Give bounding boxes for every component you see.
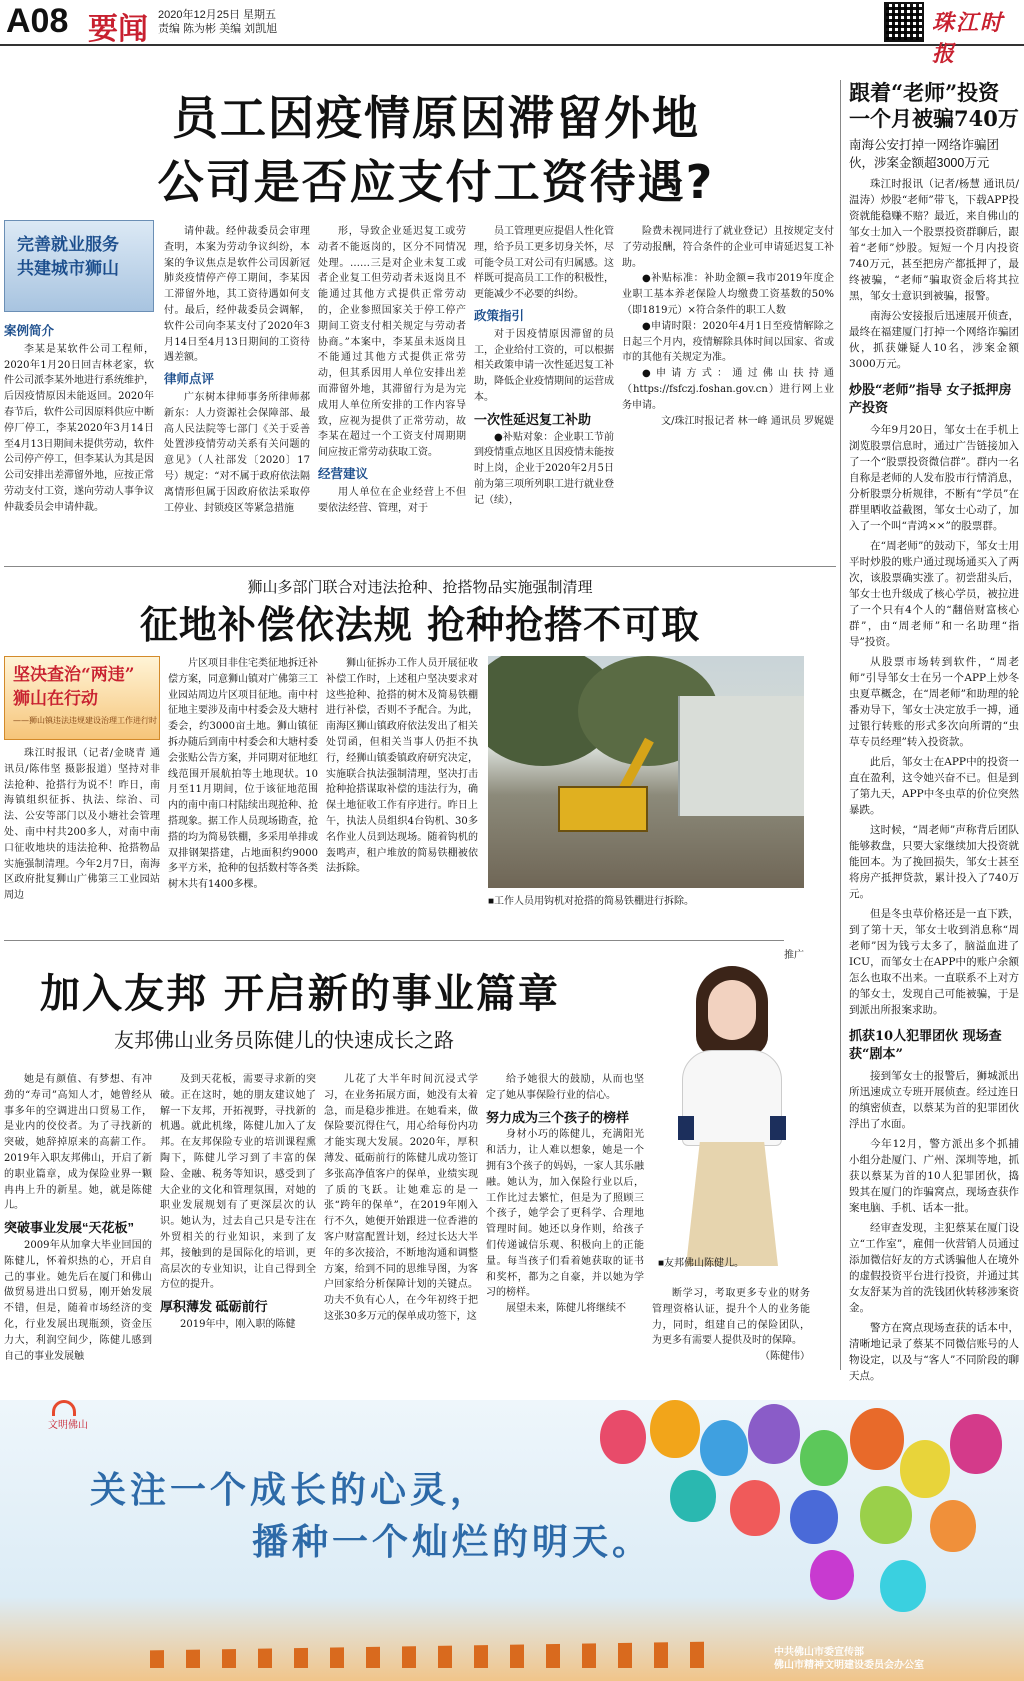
story2-column-logo-text [13, 663, 135, 711]
building-shape [678, 696, 804, 816]
balloon-shape [860, 1486, 912, 1544]
story1-col1 [4, 318, 154, 516]
right-paragraph: 南海公安接报后迅速展开侦查，最终在福建厦门打掉一个网络诈骗团伙，抓获嫌疑人10名，涉案金额3000万元。 [849, 310, 1019, 370]
story3-col5-text: 断学习，考取更多专业的财务管理资格认证，提升个人的业务能力，同时，组建自己的保险团队，为更多有需要人提供及时的保障。 [652, 1288, 810, 1347]
story1-col4 [474, 224, 614, 509]
divider-story1 [4, 566, 836, 567]
story3-headline: 加入友邦 开启新的事业篇章 [40, 971, 560, 1017]
running-children-silhouette [150, 1624, 710, 1668]
banner-sponsor-line1: 中共佛山市委宣传部 [774, 1647, 864, 1658]
story1-col2 [164, 224, 310, 516]
story3-col4-heading: 努力成为三个孩子的榜样 [486, 1109, 630, 1125]
ad-tag: 推广 [784, 950, 804, 961]
banner-slogan-line2: 播种一个灿烂的明天。 [252, 1521, 653, 1563]
story1-col4-text: 员工管理更应提倡人性化管理，给予员工更多切身关怀，尽可能令员工对公司有归属感。这样既可提高员工工作的积极性，更能减少不必要的纠纷。 [474, 226, 614, 301]
policy-heading: 政策指引 [474, 308, 525, 323]
subsidy-heading: 一次性延迟复工补助 [474, 411, 592, 427]
excavator-shape [558, 786, 648, 832]
story2-column-logo [4, 656, 160, 740]
story1-col5-text4: ●申请方式：通过佛山扶持通（https://fsfczj.foshan.gov.cn）进行网上业务申请。 [622, 368, 834, 411]
demolition-photo [488, 656, 804, 888]
balloon-shape [810, 1550, 854, 1600]
right-paragraph: 在“周老师”的鼓动下，邹女士用平时炒股的账户通过现场通买入了两次，该股票确实涨了。初尝甜头后，邹女士也升级成了核心学员，被拉进了一个只有4个人的“翻倍财富核心群”，由“周老师”和一名助理“指导”投资。 [849, 540, 1019, 648]
right-paragraph: 此后，邹女士在APP中的投资一直在盈利，这令她兴奋不已。但是到了第九天，APP中冬虫草的价位突然暴跌。 [849, 756, 1019, 816]
page-number: A08 [6, 2, 69, 40]
right-headline [849, 80, 1019, 132]
editors-line: 责编 陈为彬 美编 刘凯旭 [158, 23, 278, 35]
story3-col4-text3: 展望未来，陈健儿将继续不 [506, 1303, 626, 1315]
story3-col3 [324, 1072, 478, 1325]
balloon-shape [700, 1420, 748, 1476]
subsidy-text: ●补贴对象：企业职工节前到疫情重点地区且因疫情未能按时上岗，企业于2020年2月5日前为第三项所列职工进行就业登记（续）， [474, 431, 614, 506]
story1-headline-line2: 公司是否应支付工资待遇? [157, 155, 715, 209]
story1-col5-text1: 险费未视同进行了就业登记）且按规定支付了劳动报酬，符合条件的企业可申请延迟复工补助。 [622, 226, 834, 269]
lawyer-text: 广东树本律师事务所律师郝新东：人力资源社会保障部、最高人民法院等七部门《关于妥善处置涉疫情劳动关系有关问题的意见》（人社部发〔2020〕17号）规定：“对不属于政府依法隔离情形但属于因政府依法采取停工停业、封锁疫区等紧急措施 [164, 391, 310, 514]
story2-column-logo-line2: 狮山在行动 [13, 689, 98, 709]
banner-slogan-line1: 关注一个成长的心灵， [90, 1469, 491, 1511]
date-block [158, 8, 277, 36]
story1-column-logo [4, 220, 154, 312]
story3-byline: （陈健伟） [760, 1351, 810, 1363]
balloon-shape [650, 1400, 700, 1458]
balloon-shape [748, 1404, 800, 1464]
story3-col3-text: 儿花了大半年时间沉浸式学习，在业务拓展方面，她没有太着急，而是稳步推进。在她看来，做保险要沉得住气，用心给每份内功才能实现大发展。2020年，厚积薄发、砥砺前行的陈健儿成功签订多张高净值客户的保单，业绩实现了质的飞跃。让她难忘的是一张“跨年的保单”，在2019年刚入行不久，她便开始跟进一位香港的客户财富配置计划，经过长达大半年的多次接洽，不断地沟通和调整方案，给到不同的思维导图，为客户回家给分析保障计划的关键点。功夫不负有心人，在今年初终于把这张30多万元的保单成功签下，这 [324, 1074, 478, 1322]
story3-col2 [160, 1072, 316, 1333]
story2-column-logo-line1: 坚决查治“两违” [13, 665, 135, 685]
story2-col1-text: 珠江时报讯（记者/金晓青 通讯员/陈伟坚 摄影报道）坚持对非法抢种、抢搭行为说不！昨日，南海镇组织征拆、执法、综治、司法、公安等部门以及小塘社会管理处、南中村共200多人，对南中南口征收地块的违法抢种、抢搭物品实施强制清理。今年2月7日，南海区政府批复狮山广佛第三工业园站周边 [4, 748, 160, 902]
public-service-banner [0, 1400, 1024, 1681]
story3-col1-text2: 2009年从加拿大毕业回国的陈健儿，怀着炽热的心，开启自己的事业。她先后在厦门和佛山做贸易进出口贸易，刚开始发展不错，但是，随着市场经济的变化，行业发展出现瓶颈，资金压力大，利润空间少，陈健儿感到自己的事业发展触 [4, 1239, 152, 1362]
story2-col2 [168, 656, 318, 893]
story3-subtitle: 友邦佛山业务员陈健儿的快速成长之路 [114, 1030, 454, 1052]
right-paragraph: 经审查发现，主犯蔡某在厦门设立“工作室”，雇佣一伙营销人员通过添加微信好友的方式诱骗他人在境外的虚假投资平台进行投资，并通过其女友舒某为首的洗钱团伙转移涉案资金。 [849, 1222, 1019, 1314]
divider-story2 [4, 940, 784, 941]
case-heading: 案例简介 [4, 324, 55, 338]
story3-col4-text2: 身材小巧的陈健儿，充满阳光和活力，让人难以想象，她是一个拥有3个孩子的妈妈，一家人其乐融融。她认为，加入保险行业以后，工作比过去繁忙，但是为了照顾三个孩子，她学会了更科学、合理地管理时间。她还以身作则，给孩子们传递诚信乐观、积极向上的正能量。每当孩子们看着她获取的证书和奖杯，都为之自豪，并以她为学习的榜样。 [486, 1129, 644, 1299]
story3-col1-text: 她是有颜值、有梦想、有冲劲的“寿司”高知人才，她曾经从事多年的空调进出口贸易工作，是业内的佼佼者。为了寻找新的突破，她辞掉原来的高薪工作。2019年入职友邦佛山，开启了新的职业篇章，成为保险业界一颗冉冉上升的新星。她，就是陈健儿。 [4, 1074, 152, 1212]
right-paragraph: 珠江时报讯（记者/杨慧 通讯员/温涛）炒股“老师”带飞，下载APP投资就能稳赚不赔？最近，来自佛山的邹女士加入一个股票投资群聊后，跟着“老师”炒股。短短一个月内投资740万元，甚至把房产都抵押了，最终被骗，“老师”骗取资金后将其拉黑，邹女士意识到被骗，报警。 [849, 178, 1019, 302]
story3-col1 [4, 1072, 152, 1364]
story1-col5-text2: ●补贴标准：补助金额=我市2019年度企业职工基本养老保险人均缴费工资基数的50%（即1819元）×符合条件的职工人数 [622, 273, 834, 316]
column-divider [840, 80, 841, 1370]
balloon-shape [800, 1430, 848, 1486]
story3-col5 [652, 1286, 810, 1365]
story3-col4-text: 给予她很大的鼓励，从而也坚定了她从事保险行业的信心。 [486, 1074, 644, 1101]
right-paragraph: 今年12月，警方派出多个抓捕小组分赴厦门、广州、深圳等地，抓获以蔡某为首的10人犯罪团伙，捣毁其在厦门的诈骗窝点，现场查获作案电脑、手机、话本一批。 [849, 1138, 1019, 1214]
banner-logo-text: 文明佛山 [48, 1420, 88, 1431]
story1-column-logo-line2: 共建城市狮山 [17, 259, 119, 279]
right-subhead: 南海公安打掉一网络诈骗团伙，涉案金额超3000万元 [849, 138, 1000, 170]
newspaper-logo: 珠江时报 [932, 10, 1005, 67]
story1-headline-line1: 员工因疫情原因滞留外地 [172, 91, 700, 145]
story1-column-logo-text [17, 233, 119, 281]
story1-col2-text: 请仲裁。经仲裁委员会审理查明，本案为劳动争议纠纷，本案的争议焦点是软件公司因新冠肺炎疫情停产停工期间，李某因工滞留外地，其工资待遇如何支付。最后，经仲裁委员会调解，软件公司向李某支付了2020年3月14日至4月13日期间的工资待遇差额。 [164, 226, 310, 364]
qr-code-icon [884, 2, 924, 42]
story3-col2-text: 及到天花板，需要寻求新的突破。正在这时，她的朋友建议她了解一下友邦，开拓视野，寻找新的机遇。就此机缘，陈健儿加入了友邦。在友邦保险专业的培训课程熏陶下，陈健儿学习到了丰富的保险、金融、税务等知识，感受到了大企业的文化和管理氛围，对她的职业发展规划有了更深层次的认识。她认为，过去自己只是专注在外贸相关的行业知识，来到了友邦，接触到的是国际化的培训，更高层次的专业知识，让自己得到全方位的提升。 [160, 1074, 316, 1291]
balloon-shape [790, 1490, 838, 1544]
banner-sponsor [774, 1646, 924, 1672]
story2-col3 [326, 656, 478, 877]
balloon-shape [670, 1470, 716, 1522]
portrait-skirt-shape [686, 1142, 778, 1266]
story2-column-logo-caption: ——狮山镇违法违规建设治理工作进行时 [13, 716, 157, 725]
lawyer-heading: 律师点评 [164, 372, 215, 387]
story2-col2-text: 片区项目非住宅类征地拆迁补偿方案，同意狮山镇对广佛第三工业园站周边片区项目征地。南中村征地主要涉及南中村委会及大塘村委会，约3000亩土地。狮山镇征拆办随后到南中村委会和大塘村委会张贴公告方案，并同期对征地红线范围开展航拍等土地现状。10月至11月期间，位于该征地范围内的南中南口村陆续出现抢种、抢搭现象。据工作人员现场勘查，抢搭的均为简易铁棚，多采用单排或双排钢架搭建，占地面积约9000多平方米，抢种的包括数村等各类树木共有1400多棵。 [168, 658, 318, 891]
policy-text: 对于因疫情原因滞留的员工，企业给付工资的，可以根据相关政策申请一次性延迟复工补助，降低企业疫情期间的运营成本。 [474, 328, 614, 403]
right-paragraph: 今年9月20日，邹女士在手机上浏览股票信息时，通过广告链接加入了一个“股票投资微信群”。群内一名自称是老师的人发布股市行情消息，分析股票分析规律，不断有“学员”在群里晒收益截图，邹女士心动了，加入了一个叫“青鸿××”的股票群。 [849, 424, 1019, 532]
balloon-shape [730, 1480, 780, 1536]
advice-heading: 经营建议 [318, 466, 369, 481]
advice-text: 用人单位在企业经营上不但要依法经营、管理，对于 [318, 486, 466, 514]
right-paragraph: 从股票市场转到软件，“周老师”引导邹女士在另一个APP上炒冬虫夏草概念，在“周老师”和助理的轮番劝导下，邹女士决定放手一搏，通过银行转账的形式多次向所谓的“虫草专员经理”转入投资款。 [849, 656, 1019, 748]
story3-col4 [486, 1072, 644, 1317]
portrait-face-shape [708, 980, 756, 1040]
portrait-cuff-shape [678, 1116, 694, 1140]
rainbow-logo-icon [52, 1400, 76, 1416]
story2-photo-caption: ■工作人员用钩机对抢搭的简易铁棚进行拆除。 [488, 896, 695, 907]
story3-col2-heading: 厚积薄发 砥砺前行 [160, 1299, 268, 1315]
right-headline-line1: 跟着“老师”投资 [849, 80, 1000, 105]
story3-col2-text2: 2019年中，刚入职的陈健 [180, 1318, 296, 1330]
right-paragraph: 这时候，“周老师”声称背后团队能够救盘，只要大家继续加大投资就能回本。为了挽回损失，邹女士甚至将房产抵押贷款，累计投入了740万元。 [849, 824, 1019, 900]
story1-col5 [622, 224, 834, 429]
right-paragraph: 警方在窝点现场查获的话本中，清晰地记录了蔡某不同微信账号的人物设定，以及与“客人”不同阶段的聊天点。 [849, 1322, 1019, 1382]
banner-sponsor-line2: 佛山市精神文明建设委员会办公室 [774, 1660, 924, 1671]
story3-col1-heading: 突破事业发展“天花板” [4, 1220, 135, 1236]
section-title: 要闻 [88, 12, 148, 47]
story1-byline: 文/珠江时报记者 林一峰 通讯员 罗娓媞 [661, 415, 834, 427]
story2-col3-text: 狮山征拆办工作人员开展征收补偿工作时，上述租户坚决要求对这些抢种、抢搭的树木及简易铁棚进行补偿，否则不予配合。为此，南海区狮山镇政府依法发出了相关处罚函，但相关当事人仍拒不执行，经狮山镇委镇政府研究决定，实施联合执法强制清理，坚决打击抢种抢搭谋取补偿的违法行为，确保土地征收工作有序进行。昨日上午，执法人员组织4台钩机、30多名作业人员到达现场。随着钩机的轰鸣声，租户堆放的简易铁棚被依法拆除。 [326, 658, 478, 875]
balloon-shape [900, 1440, 950, 1498]
story1-col3 [318, 224, 466, 516]
right-headline-line2: 一个月被骗740万 [849, 106, 1019, 131]
story1-column-logo-line1: 完善就业服务 [17, 235, 119, 255]
right-paragraph: 但是冬虫草价格还是一直下跌，到了第十天，邹女士收到消息称“周老师”因为钱亏太多了，脑溢血进了ICU，而邹女士在APP中的账户余额怎么也取不出来。一直联系不上对方的邹女士，发现自己可能被骗，于是到派出所报案求助。 [849, 908, 1019, 1016]
story2-subtitle: 狮山多部门联合对违法抢种、抢搭物品实施强制清理 [247, 579, 593, 596]
right-subheading: 炒股“老师”指导 女子抵押房产投资 [849, 383, 1012, 416]
right-column-story [849, 80, 1019, 1382]
right-subheading: 抓获10人犯罪团伙 现场查获“剧本” [849, 1029, 1002, 1062]
case-text: 李某是某软件公司工程师，2020年1月20日回吉林老家，软件公司派李某外地进行系统维护，后因疫情原因未能返回。2020年春节后，软件公司因原料供应中断停厂停工，李某2020年3月14日至4月13日期间未提供劳动，软件公司停产停工，但李某认为其是因公司安排出差滞留外地，应按正常劳动支付工资，遂向劳动人事争议仲裁委员会申请仲裁。 [4, 343, 154, 513]
portrait-cuff-shape [770, 1116, 786, 1140]
balloon-shape [930, 1500, 976, 1552]
right-paragraph: 接到邹女士的报警后，狮城派出所迅速成立专班开展侦查。经过连日的缜密侦查，以蔡某为首的犯罪团伙浮出了水面。 [849, 1070, 1019, 1130]
balloon-shape [880, 1560, 926, 1612]
balloon-shape [950, 1414, 1002, 1474]
portrait-shirt-shape [682, 1050, 782, 1146]
story2-col1 [4, 746, 160, 904]
agent-portrait-photo [656, 966, 806, 1266]
balloon-shape [600, 1410, 646, 1464]
issue-date: 2020年12月25日 星期五 [158, 9, 276, 21]
story2-headline: 征地补偿依法规 抢种抢搭不可取 [139, 603, 701, 647]
story3-photo-caption: ■友邦佛山陈健儿。 [658, 1258, 745, 1269]
masthead [0, 0, 1024, 67]
story1-col5-text3: ●申请时限：2020年4月1日至疫情解除之日起三个月内，疫情解除具体时间以国家、省或市的其他有关规定为准。 [622, 320, 834, 364]
story1-headline [66, 86, 806, 214]
story1-col3-text: 形，导致企业延迟复工或劳动者不能返岗的，区分不同情况处理。……三是对企业未复工或者企业复工但劳动者未返岗且不能通过其他方式提供正常劳动的，企业参照国家关于停工停产期间工资支付相关规定与劳动者协商。”本案中，李某虽未返岗且不能通过其他方式提供正常劳动，但其系因用人单位安排出差而滞留外地，其滞留行为是为完成用人单位所安排的工作内容导致，应视为提供了正常劳动，故李某在超过一个工资支付周期期间应按正常劳动获取工资。 [318, 226, 466, 459]
balloon-shape [850, 1408, 904, 1470]
